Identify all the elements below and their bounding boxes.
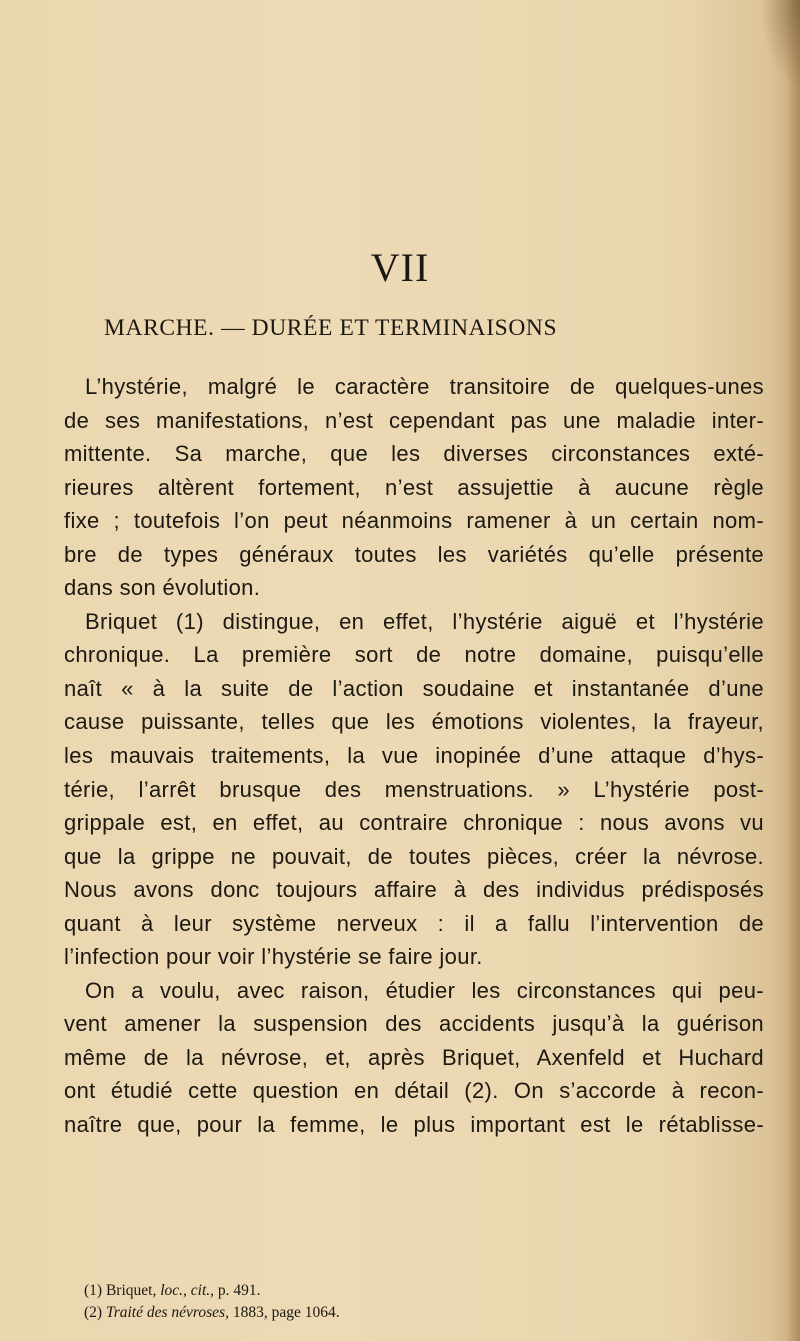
footnote-ref: loc., cit., bbox=[160, 1282, 215, 1299]
footnote-title: Traité des névroses, bbox=[105, 1304, 229, 1321]
text-line: naître que, pour la femme, le plus important est le rétablisse- bbox=[64, 1112, 764, 1138]
text-line: l’infection pour voir l’hystérie se faire jour. bbox=[64, 944, 483, 970]
footnote-rest: 1883, page 1064. bbox=[232, 1304, 340, 1321]
text-line: mittente. Sa marche, que les diverses circonstances exté- bbox=[64, 441, 764, 467]
footnote-number: (1) bbox=[84, 1282, 103, 1299]
text-line: les mauvais traitements, la vue inopinée d’une attaque d’hys- bbox=[64, 743, 764, 769]
text-line: Briquet (1) distingue, en effet, l’hystérie aiguë et l’hystérie bbox=[85, 608, 764, 634]
text-line: naît « à la suite de l’action soudaine et instantanée d’une bbox=[64, 675, 764, 701]
text-line: L’hystérie, malgré le caractère transitoire de quelques-unes bbox=[85, 374, 764, 399]
text-line: ont étudié cette question en détail (2). On s’accorde à recon- bbox=[64, 1078, 764, 1104]
text-line: que la grippe ne pouvait, de toutes pièces, créer la névrose. bbox=[64, 843, 764, 869]
chapter-title: MARCHE. — DURÉE ET TERMINAISONS bbox=[104, 315, 558, 341]
footnote-number: (2) bbox=[84, 1304, 103, 1321]
text-line: vent amener la suspension des accidents jusqu’à la guérison bbox=[64, 1011, 764, 1037]
chapter-number: VII bbox=[370, 245, 430, 290]
page-edge-shadow bbox=[786, 0, 800, 1341]
text-line: cause puissante, telles que les émotions violentes, la frayeur, bbox=[64, 709, 764, 735]
body-text bbox=[64, 370, 764, 1142]
text-line: On a voulu, avec raison, étudier les circonstances qui peu- bbox=[85, 977, 764, 1003]
text-line: chronique. La première sort de notre domaine, puisqu’elle bbox=[64, 642, 764, 668]
text-line: même de la névrose, et, après Briquet, Axenfeld et Huchard bbox=[64, 1044, 764, 1070]
text-line: fixe ; toutefois l’on peut néanmoins ramener à un certain nom- bbox=[64, 508, 764, 534]
text-line: Nous avons donc toujours affaire à des individus prédisposés bbox=[64, 877, 764, 903]
text-line: grippale est, en effet, au contraire chronique : nous avons vu bbox=[64, 810, 764, 836]
text-line: térie, l’arrêt brusque des menstruations. » L’hystérie post- bbox=[64, 776, 764, 802]
footnote-page: p. 491. bbox=[217, 1282, 261, 1299]
footnotes bbox=[84, 1280, 724, 1324]
footnote-2 bbox=[84, 1302, 724, 1324]
footnote-author: Briquet, bbox=[105, 1282, 157, 1299]
text-line: dans son évolution. bbox=[64, 575, 261, 601]
page-stain bbox=[760, 0, 800, 90]
text-line: quant à leur système nerveux : il a fallu l’intervention de bbox=[64, 910, 764, 936]
footnote-1 bbox=[84, 1280, 724, 1302]
text-line: bre de types généraux toutes les variétés qu’elle présente bbox=[64, 541, 764, 567]
text-line: rieures altèrent fortement, n’est assujettie à aucune règle bbox=[64, 474, 764, 500]
text-line: de ses manifestations, n’est cependant pas une maladie inter- bbox=[64, 407, 764, 433]
